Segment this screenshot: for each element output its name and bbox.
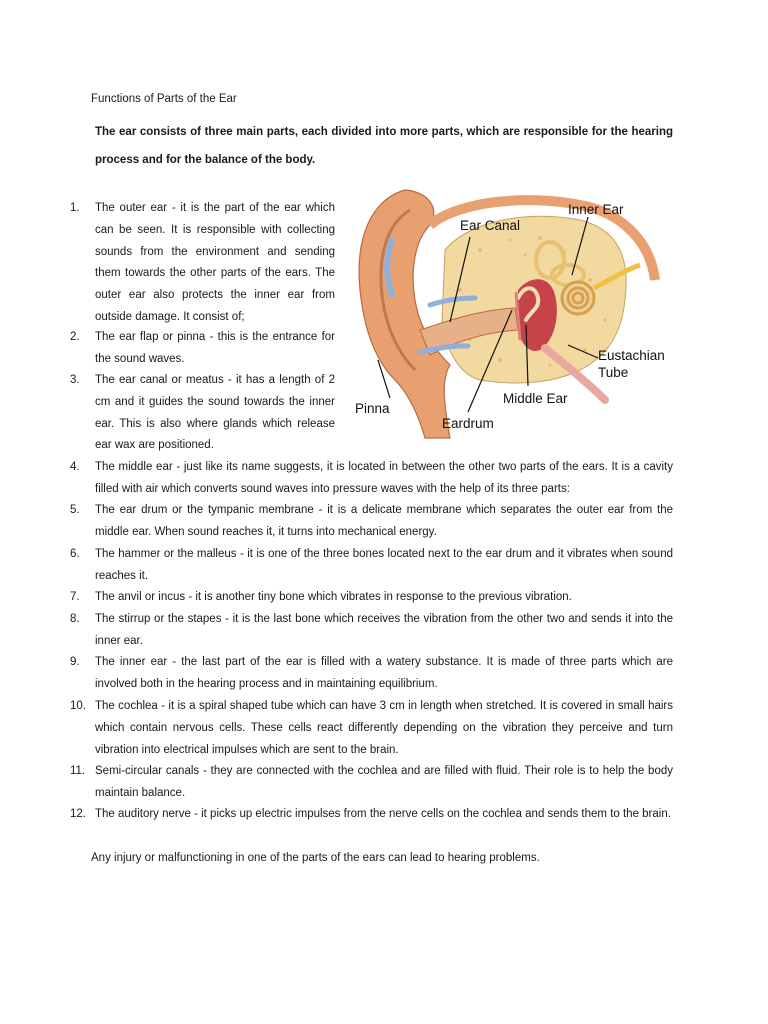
intro-paragraph: The ear consists of three main parts, each divided into more parts, which are responsible for the hearing process and for the balance of the body. bbox=[95, 126, 673, 166]
list-number: 4. bbox=[70, 461, 80, 473]
list-number: 6. bbox=[70, 548, 80, 560]
list-text: The middle ear - just like its name suggests, it is located in between the other two parts of the ears. It is a cavity filled with air which converts sound waves into pressure waves with the help of its three parts: bbox=[95, 461, 673, 495]
list-text: The ear canal or meatus - it has a length of 2 cm and it guides the sound towards the inner ear. This is also where glands which release ear wax are positioned. bbox=[95, 374, 335, 452]
list-number: 8. bbox=[70, 613, 80, 625]
label-middle-ear: Middle Ear bbox=[503, 391, 568, 406]
list-number: 2. bbox=[70, 331, 80, 343]
list-number: 10. bbox=[70, 700, 86, 712]
closing-paragraph: Any injury or malfunctioning in one of the parts of the ears can lead to hearing problems. bbox=[91, 852, 540, 864]
label-pinna: Pinna bbox=[355, 401, 390, 416]
page-title: Functions of Parts of the Ear bbox=[91, 93, 237, 105]
list-text: Semi-circular canals - they are connected with the cochlea and are filled with fluid. Their role is to help the body maintain balance. bbox=[95, 765, 673, 799]
list-number: 11. bbox=[70, 765, 86, 777]
list-text: The hammer or the malleus - it is one of the three bones located next to the ear drum and it vibrates when sound reaches it. bbox=[95, 548, 673, 582]
list-number: 3. bbox=[70, 374, 80, 386]
list-text: The inner ear - the last part of the ear is filled with a watery substance. It is made of three parts which are involved both in the hearing process and in maintaining equilibrium. bbox=[95, 656, 673, 690]
list-text: The ear flap or pinna - this is the entrance for the sound waves. bbox=[95, 331, 335, 365]
cochlea-shape bbox=[562, 282, 594, 314]
list-text: The outer ear - it is the part of the ear which can be seen. It is responsible with collecting sounds from the environment and sending them towards the other parts of the ears. The outer ear also protects the inner ear from outside damage. It consist of; bbox=[95, 202, 335, 323]
list-number: 7. bbox=[70, 591, 80, 603]
list-number: 12. bbox=[70, 808, 86, 820]
list-number: 9. bbox=[70, 656, 80, 668]
list-number: 1. bbox=[70, 202, 80, 214]
list-text: The anvil or incus - it is another tiny bone which vibrates in response to the previous vibration. bbox=[95, 591, 572, 603]
list-text: The auditory nerve - it picks up electric impulses from the nerve cells on the cochlea and sends them to the brain. bbox=[95, 808, 671, 820]
list-text: The ear drum or the tympanic membrane - it is a delicate membrane which separates the outer ear from the middle ear. When sound reaches it, it turns into mechanical energy. bbox=[95, 504, 673, 538]
label-inner-ear: Inner Ear bbox=[568, 202, 624, 217]
label-eustachian-tube: Tube bbox=[598, 365, 629, 380]
label-eustachian: Eustachian bbox=[598, 348, 665, 363]
ear-anatomy-figure bbox=[350, 180, 675, 440]
label-eardrum: Eardrum bbox=[442, 416, 494, 431]
label-ear-canal: Ear Canal bbox=[460, 218, 521, 233]
list-text: The stirrup or the stapes - it is the last bone which receives the vibration from the other two and sends it into the inner ear. bbox=[95, 613, 673, 647]
list-text: The cochlea - it is a spiral shaped tube which can have 3 cm in length when stretched. It is covered in small hairs which contain nervous cells. These cells react differently depending on the vibration they perceive and turn vibration into electrical impulses which are sent to the brain. bbox=[95, 700, 673, 756]
list-number: 5. bbox=[70, 504, 80, 516]
